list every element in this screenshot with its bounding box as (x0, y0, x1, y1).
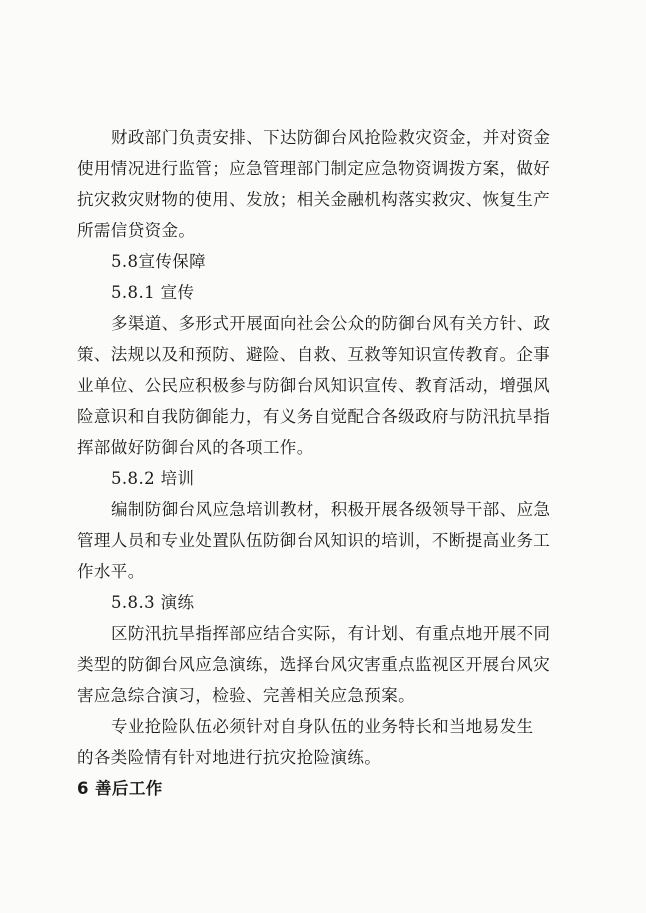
paragraph-publicity (77, 308, 567, 463)
paragraph-rescue-teams (77, 711, 567, 773)
text-line: 策、法规以及和预防、避险、自救、互救等知识宣传教育。企事 (77, 345, 551, 364)
subsection-heading-5-8-3: 5.8.3 演练 (111, 593, 195, 612)
text-line: 区防汛抗旱指挥部应结合实际，有计划、有重点地开展不同 (111, 624, 551, 643)
text-line: 抗灾救灾财物的使用、发放；相关金融机构落实救灾、恢复生产 (77, 190, 551, 209)
text-line: 专业抢险队伍必须针对自身队伍的业务特长和当地易发生 (111, 717, 534, 736)
text-line: 管理人员和专业处置队伍防御台风知识的培训，不断提高业务工 (77, 531, 551, 550)
section-heading-5-8: 5.8宣传保障 (111, 252, 207, 271)
text-line: 害应急综合演习，检验、完善相关应急预案。 (77, 686, 415, 705)
paragraph-finance (77, 122, 567, 246)
subsection-heading-5-8-2: 5.8.2 培训 (111, 469, 195, 488)
text-line: 多渠道、多形式开展面向社会公众的防御台风有关方针、政 (111, 314, 551, 333)
chapter-heading-6: 6 善后工作 (77, 779, 163, 798)
text-line: 财政部门负责安排、下达防御台风抢险救灾资金，并对资金 (111, 128, 551, 147)
text-line: 使用情况进行监管；应急管理部门制定应急物资调拨方案，做好 (77, 159, 551, 178)
text-line: 编制防御台风应急培训教材，积极开展各级领导干部、应急 (111, 500, 551, 519)
text-line: 类型的防御台风应急演练，选择台风灾害重点监视区开展台风灾 (77, 655, 551, 674)
document-body (77, 122, 567, 804)
text-line: 所需信贷资金。 (77, 221, 196, 240)
text-line: 挥部做好防御台风的各项工作。 (77, 438, 314, 457)
paragraph-drills (77, 618, 567, 711)
paragraph-training (77, 494, 567, 587)
text-line: 作水平。 (77, 562, 145, 581)
text-line: 险意识和自我防御能力，有义务自觉配合各级政府与防汛抗旱指 (77, 407, 551, 426)
text-line: 的各类险情有针对地进行抗灾抢险演练。 (77, 748, 382, 767)
subsection-heading-5-8-1: 5.8.1 宣传 (111, 283, 195, 302)
text-line: 业单位、公民应积极参与防御台风知识宣传、教育活动，增强风 (77, 376, 551, 395)
